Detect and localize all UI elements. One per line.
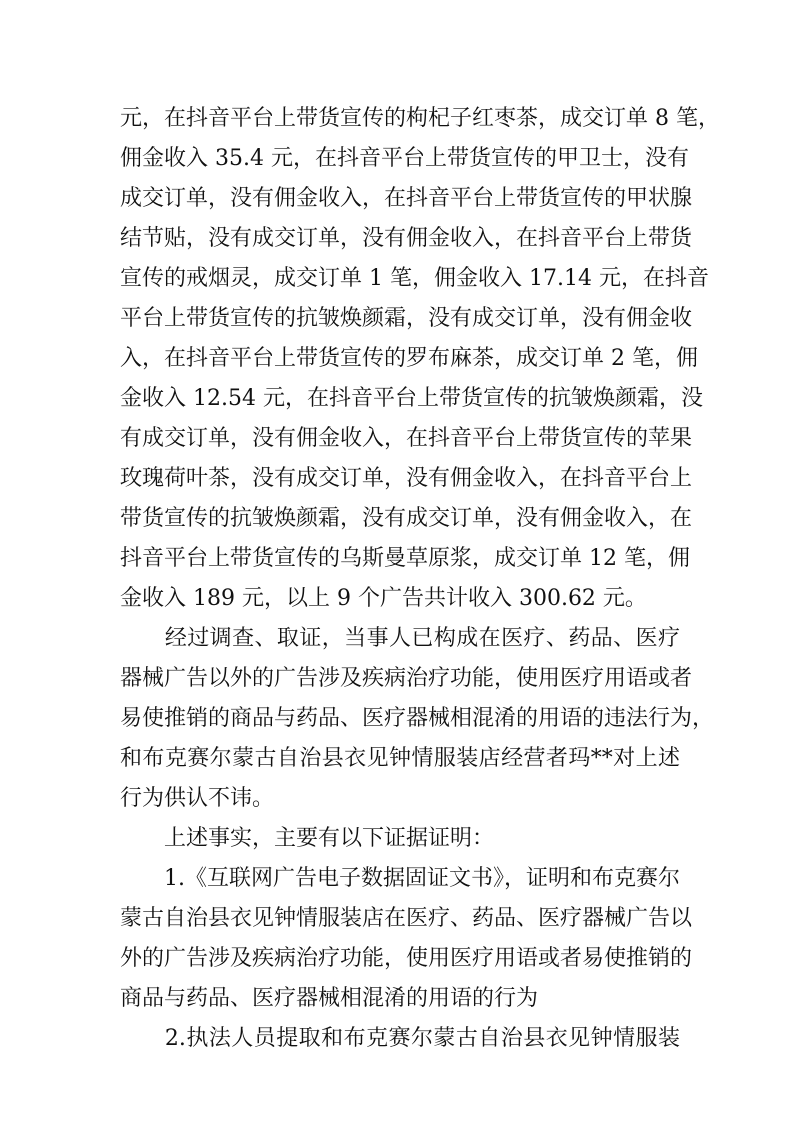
text-line: 平台上带货宣传的抗皱焕颜霜，没有成交订单，没有佣金收 bbox=[120, 306, 693, 331]
text-line: 和布克赛尔蒙古自治县衣见钟情服装店经营者玛**对上述 bbox=[120, 746, 680, 771]
text-line: 商品与药品、医疗器械相混淆的用语的行为 bbox=[120, 986, 539, 1011]
text-line: 易使推销的商品与药品、医疗器械相混淆的用语的违法行为， bbox=[120, 706, 715, 731]
text-line: 1.《互联网广告电子数据固证文书》，证明和布克赛尔 bbox=[120, 866, 680, 891]
text-line: 金收入 12.54 元，在抖音平台上带货宣传的抗皱焕颜霜，没 bbox=[120, 386, 703, 411]
text-line: 成交订单，没有佣金收入，在抖音平台上带货宣传的甲状腺 bbox=[120, 186, 693, 211]
text-line: 玫瑰荷叶茶，没有成交订单，没有佣金收入，在抖音平台上 bbox=[120, 466, 693, 491]
text-line: 宣传的戒烟灵，成交订单 1 笔，佣金收入 17.14 元，在抖音 bbox=[120, 266, 709, 291]
text-line: 经过调查、取证，当事人已构成在医疗、药品、医疗 bbox=[120, 626, 680, 651]
text-line: 元，在抖音平台上带货宣传的枸杞子红枣茶，成交订单 8 笔， bbox=[120, 106, 720, 131]
text-line: 结节贴，没有成交订单，没有佣金收入，在抖音平台上带货 bbox=[120, 226, 693, 251]
text-line: 抖音平台上带货宣传的乌斯曼草原浆，成交订单 12 笔，佣 bbox=[120, 546, 690, 571]
text-line: 器械广告以外的广告涉及疾病治疗功能，使用医疗用语或者 bbox=[120, 666, 693, 691]
text-line: 入，在抖音平台上带货宣传的罗布麻茶，成交订单 2 笔，佣 bbox=[120, 346, 698, 371]
text-line: 有成交订单，没有佣金收入，在抖音平台上带货宣传的苹果 bbox=[120, 426, 693, 451]
text-line: 上述事实，主要有以下证据证明： bbox=[120, 826, 495, 851]
text-line: 带货宣传的抗皱焕颜霜，没有成交订单，没有佣金收入，在 bbox=[120, 506, 693, 531]
text-line: 佣金收入 35.4 元，在抖音平台上带货宣传的甲卫士，没有 bbox=[120, 146, 689, 171]
text-line: 行为供认不讳。 bbox=[120, 786, 275, 811]
text-line: 外的广告涉及疾病治疗功能，使用医疗用语或者易使推销的 bbox=[120, 946, 693, 971]
text-line: 蒙古自治县衣见钟情服装店在医疗、药品、医疗器械广告以 bbox=[120, 906, 693, 931]
text-line: 金收入 189 元，以上 9 个广告共计收入 300.62 元。 bbox=[120, 586, 647, 611]
text-line: 2.执法人员提取和布克赛尔蒙古自治县衣见钟情服装 bbox=[120, 1026, 680, 1051]
